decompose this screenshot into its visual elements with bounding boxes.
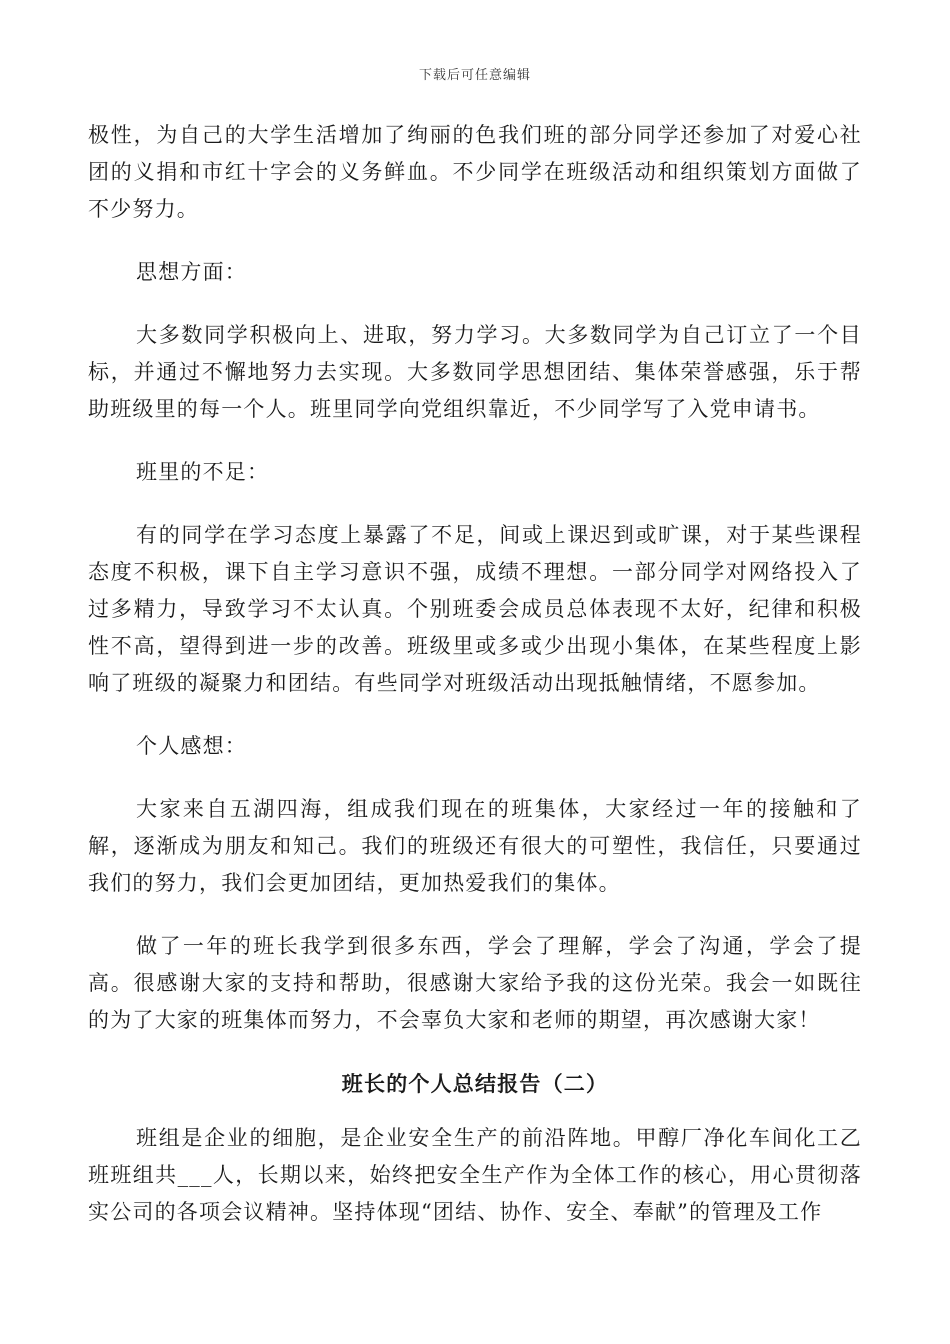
subheading-personal: 个人感想： [136,734,247,758]
paragraph-thought: 大多数同学积极向上、进取，努力学习。大多数同学为自己订立了一个目标，并通过不懈地努力去实现。大多数同学思想团结、集体荣誉感强，乐于帮助班级里的每一个人。班里同学向党组织靠近，不少同学写了入党申请书。 [88,323,862,421]
section-title: 班长的个人总结报告（二） [341,1071,609,1096]
paragraph-personal-1: 大家来自五湖四海，组成我们现在的班集体，大家经过一年的接触和了解，逐渐成为朋友和知己。我们的班级还有很大的可塑性，我信任，只要通过我们的努力，我们会更加团结，更加热爱我们的集体。 [88,797,862,895]
paragraph-personal-2: 做了一年的班长我学到很多东西，学会了理解，学会了沟通，学会了提高。很感谢大家的支持和帮助，很感谢大家给予我的这份光荣。我会一如既往的为了大家的班集体而努力，不会辜负大家和老师的期望，再次感谢大家！ [88,934,862,1032]
paragraph-continuation: 极性，为自己的大学生活增加了绚丽的色我们班的部分同学还参加了对爱心社团的义捐和市红十字会的义务鲜血。不少同学在班级活动和组织策划方面做了不少努力。 [88,123,862,221]
paragraph-section2: 班组是企业的细胞，是企业安全生产的前沿阵地。甲醇厂净化车间化工乙班班组共___人，长期以来，始终把安全生产作为全体工作的核心，用心贯彻落实公司的各项会议精神。坚持体现“团结、协作、安全、奉献”的管理及工作 [88,1126,862,1224]
subheading-thought: 思想方面： [136,260,247,284]
paragraph-shortcomings: 有的同学在学习态度上暴露了不足，间或上课迟到或旷课，对于某些课程态度不积极，课下自主学习意识不强，成绩不理想。一部分同学对网络投入了过多精力，导致学习不太认真。个别班委会成员总体表现不太好，纪律和积极性不高，望得到进一步的改善。班级里或多或少出现小集体，在某些程度上影响了班级的凝聚力和团结。有些同学对班级活动出现抵触情绪，不愿参加。 [88,523,862,695]
subheading-shortcomings: 班里的不足： [136,460,270,484]
page-header-note: 下载后可任意编辑 [418,68,531,83]
document-body [88,117,862,1257]
